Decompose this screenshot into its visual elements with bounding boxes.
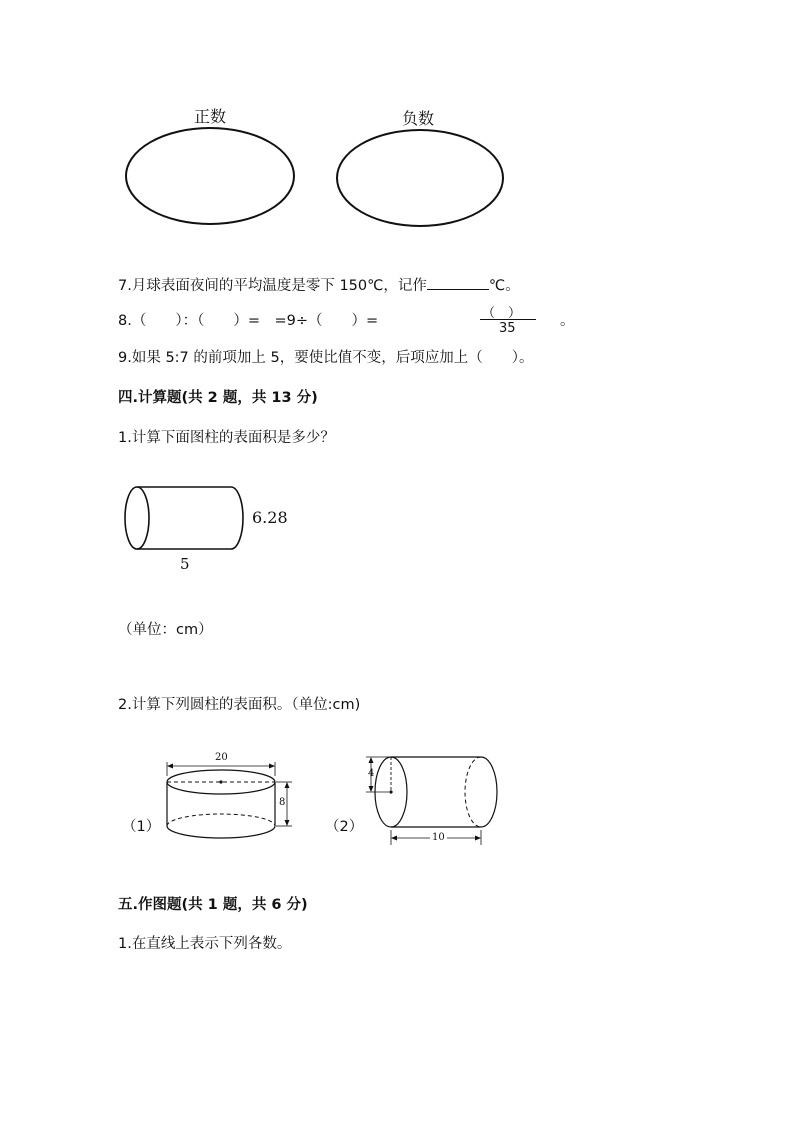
figure-1-height: 8 <box>279 797 286 808</box>
fraction-denominator: 35 <box>499 321 516 336</box>
section-5-question-1: 1.在直线上表示下列各数。 <box>118 936 292 952</box>
question-9-text: 9.如果 5:7 的前项加上 5，要使比值不变，后项应加上（ ）。 <box>118 350 534 366</box>
section-4-question-2: 2.计算下列圆柱的表面积。（单位:cm) <box>118 697 361 713</box>
figure-1-diameter: 20 <box>215 752 228 763</box>
figure-2-label: （2） <box>325 819 364 835</box>
positive-numbers-label: 正数 <box>194 107 227 126</box>
cylinder-1-diameter: 6.28 <box>252 508 288 527</box>
question-8-end: 。 <box>560 313 575 329</box>
negative-numbers-label: 负数 <box>402 109 435 128</box>
unit-note: （单位：cm） <box>118 622 213 638</box>
figure-2-radius: 4 <box>368 768 375 779</box>
question-7-unit: ℃。 <box>488 278 520 294</box>
section-4-question-1: 1.计算下面图柱的表面积是多少？ <box>118 430 335 446</box>
question-7-text: 7.月球表面夜间的平均温度是零下 150℃，记作 <box>118 278 427 294</box>
cylinder-1-length: 5 <box>180 555 190 573</box>
figure-1-label: （1） <box>122 819 161 835</box>
question-8-text: 8.（ ）：（ ）= =9÷（ ）= <box>118 313 379 329</box>
section-5-heading: 五.作图题(共 1 题，共 6 分) <box>118 897 308 913</box>
figure-2-length: 10 <box>432 832 445 843</box>
fraction-numerator: （ ） <box>482 306 522 321</box>
section-4-heading: 四.计算题(共 2 题，共 13 分) <box>118 390 318 406</box>
